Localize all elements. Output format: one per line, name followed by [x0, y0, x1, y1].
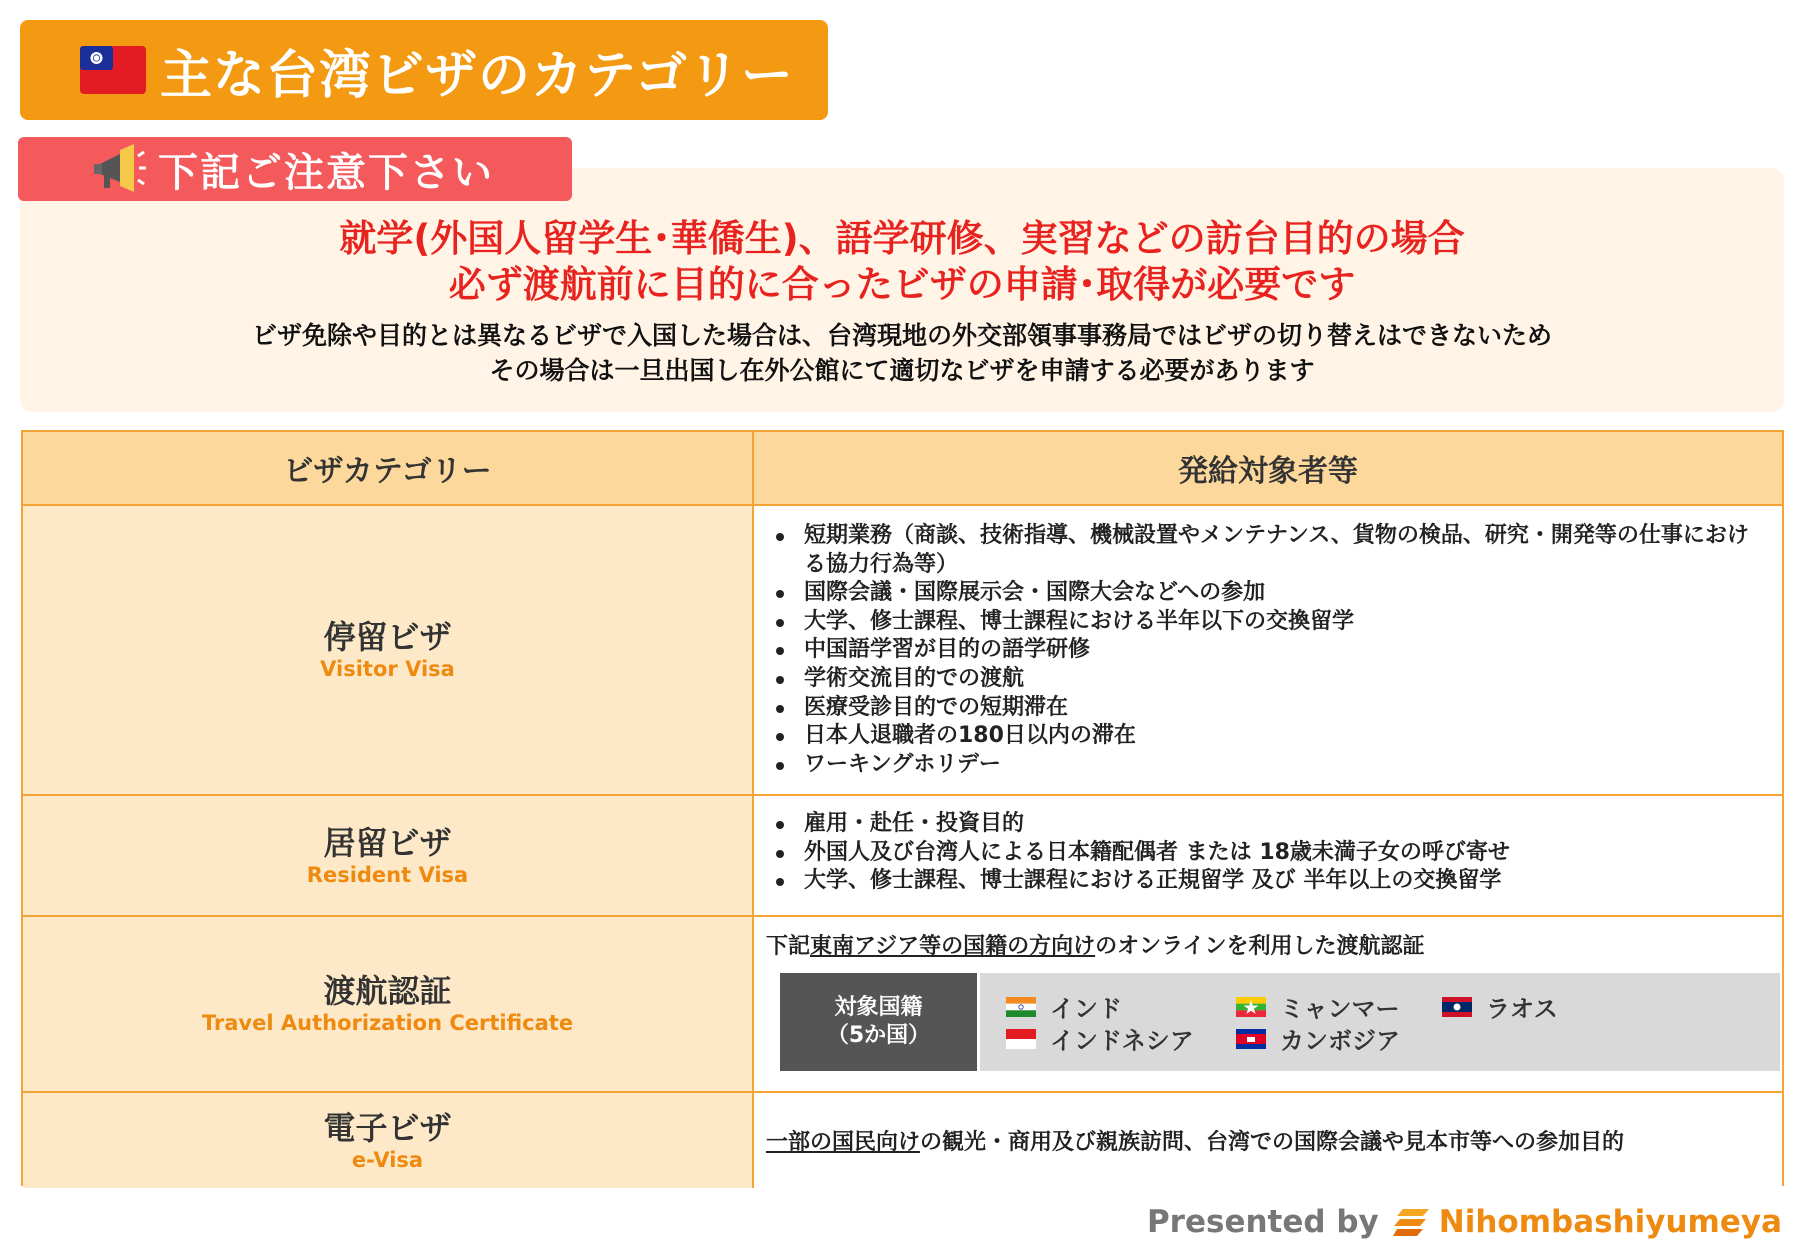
- country-name: インド: [1050, 995, 1122, 1023]
- notice-red-line-2: 必ず渡航前に目的に合ったビザの申請･取得が必要です: [448, 263, 1356, 306]
- list-item: ワーキングホリデー: [804, 751, 1758, 780]
- header-category-cell: [23, 432, 754, 504]
- country-name: カンボジア: [1280, 1027, 1400, 1055]
- country-name: インドネシア: [1050, 1027, 1194, 1055]
- country-name: ラオス: [1486, 995, 1558, 1023]
- list-item: 学術交流目的での渡航: [804, 665, 1758, 694]
- brand-logo-icon: [1393, 1207, 1431, 1237]
- list-item: 外国人及び台湾人による日本籍配偶者 または 18歳未満子女の呼び寄せ: [804, 839, 1758, 868]
- category-en: Resident Visa: [306, 862, 469, 887]
- target-label-1: 対象国籍: [834, 995, 923, 1020]
- evisa-suffix: の観光・商用及び親族訪問、台湾での国際会議や見本市等への参加目的: [920, 1130, 1625, 1155]
- country-grid: [980, 973, 1780, 1071]
- myanmar-flag-icon: [1236, 997, 1266, 1017]
- category-ja: 電子ビザ: [323, 1108, 452, 1147]
- laos-flag-icon: [1442, 997, 1472, 1017]
- ta-underlined: 東南アジア等の国籍の方向け: [810, 934, 1096, 959]
- list-item: 大学、修士課程、博士課程における正規留学 及び 半年以上の交換留学: [804, 867, 1758, 896]
- list-item: 国際会議・国際展示会・国際大会などへの参加: [804, 579, 1758, 608]
- brand-name: Nihombashiyumeya: [1438, 1204, 1782, 1240]
- category-cell-travel-auth: [23, 917, 754, 1091]
- list-item: 中国語学習が目的の語学研修: [804, 636, 1758, 665]
- indonesia-flag-icon: [1006, 1029, 1036, 1049]
- table-header-row: [23, 432, 1782, 506]
- category-ja: 停留ビザ: [323, 618, 452, 656]
- country-india: [1006, 989, 1122, 1024]
- country-cambodia: [1236, 1021, 1400, 1056]
- category-en: Visitor Visa: [320, 657, 455, 681]
- category-en: Travel Authorization Certificate: [201, 1011, 574, 1035]
- category-ja: 渡航認証: [323, 972, 452, 1010]
- title-banner: [20, 20, 828, 120]
- target-countries-box: [780, 973, 1780, 1071]
- notice-tab: [18, 137, 572, 201]
- target-countries-label: [780, 973, 980, 1071]
- eligible-cell-resident: [754, 796, 1782, 915]
- category-cell-evisa: [23, 1093, 754, 1188]
- visitor-list: [754, 506, 1782, 779]
- table-row-travel-auth: [23, 917, 1782, 1093]
- notice-black-text: [20, 318, 1784, 388]
- category-cell-visitor: [23, 506, 754, 794]
- category-en: e-Visa: [351, 1147, 424, 1172]
- header-eligible: 発給対象者等: [1178, 454, 1358, 489]
- header-category: ビザカテゴリー: [283, 454, 492, 489]
- country-indonesia: [1006, 1021, 1194, 1056]
- list-item: 短期業務（商談、技術指導、機械設置やメンテナンス、貨物の検品、研究・開発等の仕事における協力行為等）: [804, 522, 1758, 579]
- list-item: 日本人退職者の180日以内の滞在: [804, 722, 1758, 751]
- footer-credit: [1147, 1198, 1782, 1246]
- page-title: 主な台湾ビザのカテゴリー: [160, 45, 794, 106]
- list-item: 雇用・赴任・投資目的: [804, 810, 1758, 839]
- eligible-cell-evisa: [754, 1093, 1782, 1188]
- visa-category-table: [21, 430, 1784, 1186]
- notice-tab-label: 下記ご注意下さい: [158, 149, 494, 196]
- country-laos: [1442, 989, 1558, 1024]
- taiwan-flag-icon: [80, 46, 146, 94]
- list-item: 大学、修士課程、博士課程における半年以下の交換留学: [804, 608, 1758, 637]
- eligible-cell-visitor: [754, 506, 1782, 794]
- notice-black-line-1: ビザ免除や目的とは異なるビザで入国した場合は、台湾現地の外交部領事事務局ではビザの切り替えはできないため: [251, 321, 1552, 350]
- category-ja: 居留ビザ: [323, 823, 452, 862]
- header-eligible-cell: [754, 432, 1782, 504]
- table-row-evisa: [23, 1093, 1782, 1188]
- list-item: 医療受診目的での短期滞在: [804, 694, 1758, 723]
- notice-red-text: [20, 216, 1784, 308]
- india-flag-icon: [1006, 997, 1036, 1017]
- eligible-cell-travel-auth: [754, 917, 1782, 1091]
- country-myanmar: [1236, 989, 1400, 1024]
- ta-prefix: 下記: [766, 934, 811, 959]
- country-name: ミャンマー: [1280, 995, 1400, 1023]
- cambodia-flag-icon: [1236, 1029, 1266, 1049]
- ta-suffix: のオンラインを利用した渡航認証: [1095, 934, 1425, 959]
- presented-by-label: Presented by: [1146, 1204, 1379, 1240]
- evisa-description: [766, 1125, 1624, 1156]
- megaphone-icon: [90, 142, 146, 196]
- target-label-2: （5か国）: [826, 1023, 931, 1048]
- evisa-underlined: 一部の国民向け: [766, 1130, 921, 1155]
- table-row-resident: [23, 796, 1782, 917]
- notice-red-line-1: 就学(外国人留学生･華僑生)、語学研修、実習などの訪台目的の場合: [339, 217, 1465, 260]
- table-row-visitor: [23, 506, 1782, 796]
- resident-list: [754, 796, 1782, 896]
- notice-black-line-2: その場合は一旦出国し在外公館にて適切なビザを申請する必要があります: [489, 356, 1315, 385]
- category-cell-resident: [23, 796, 754, 915]
- travel-auth-description: [766, 929, 1424, 960]
